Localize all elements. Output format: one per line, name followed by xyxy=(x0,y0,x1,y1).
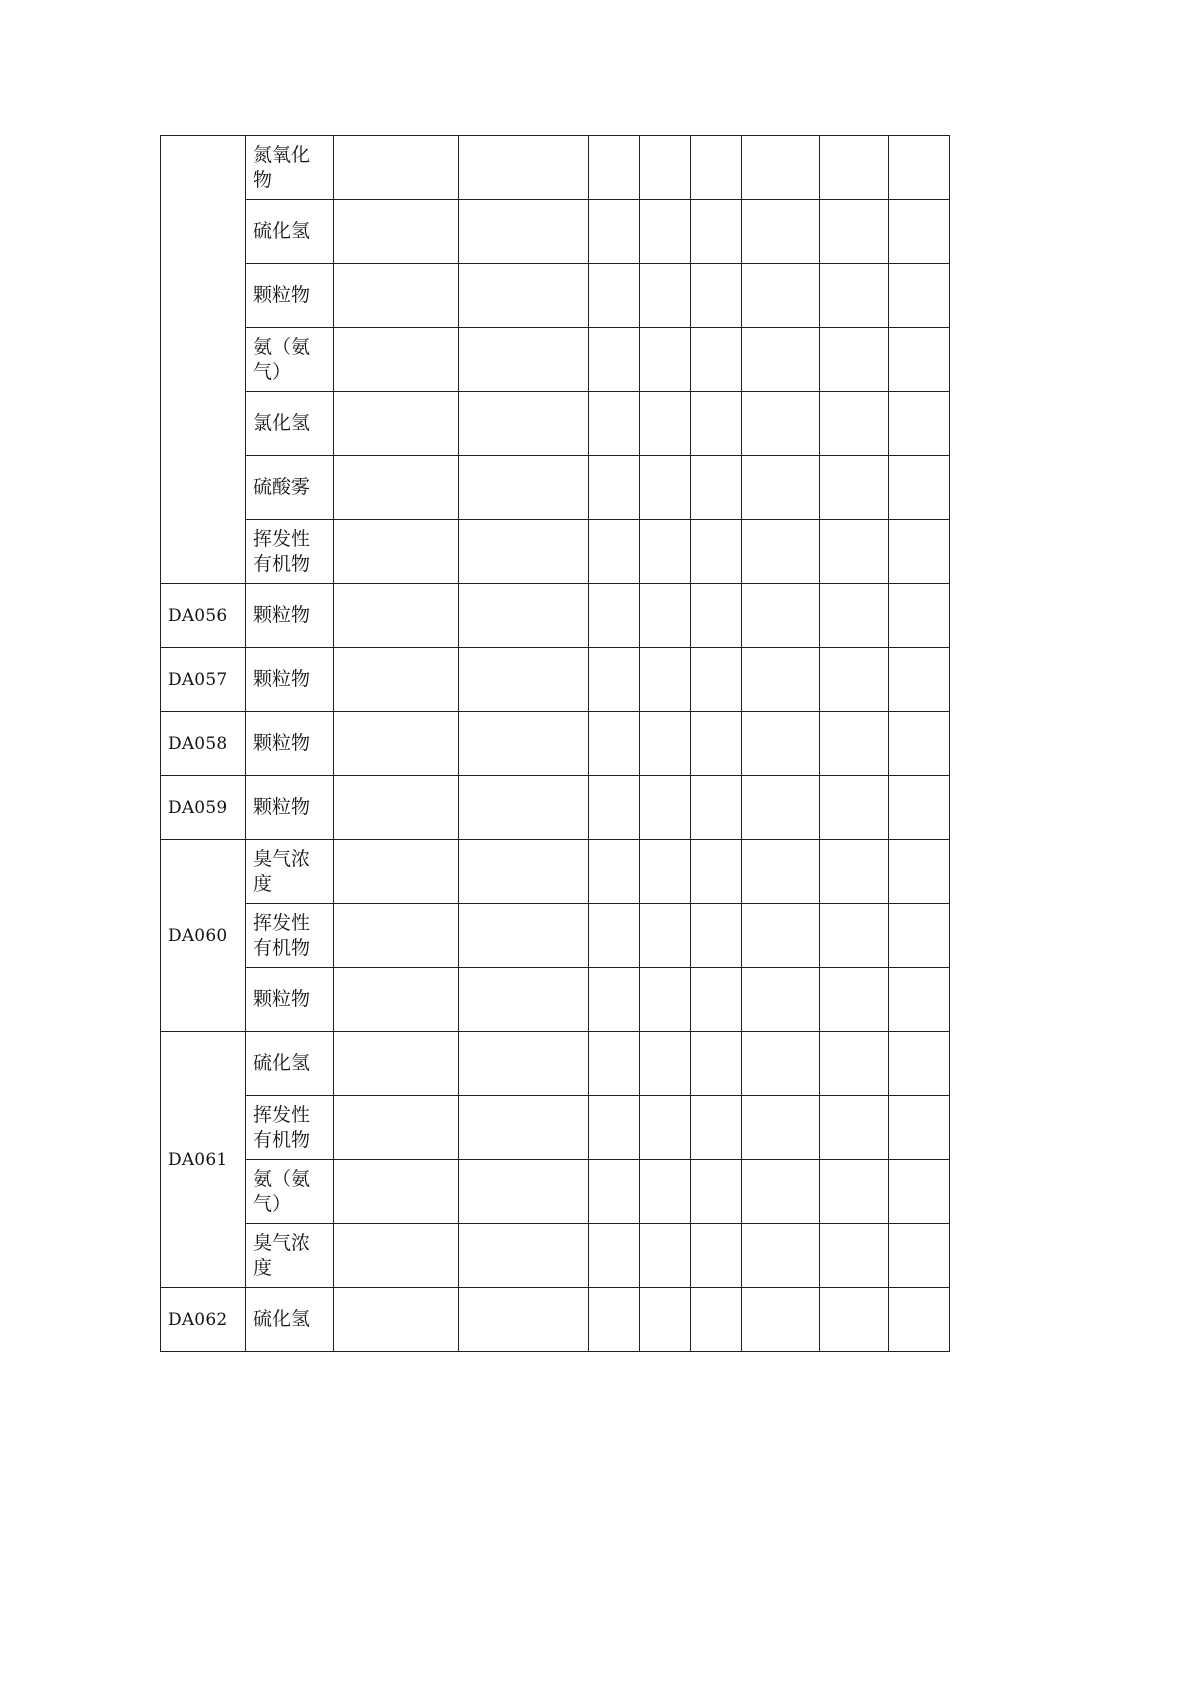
empty-value-cell xyxy=(889,328,950,392)
empty-value-cell xyxy=(589,904,640,968)
empty-value-cell xyxy=(742,1032,820,1096)
outlet-code-cell: DA059 xyxy=(161,776,246,840)
empty-value-cell xyxy=(691,1288,742,1352)
empty-value-cell xyxy=(742,264,820,328)
pollutant-cell xyxy=(246,520,334,584)
empty-value-cell xyxy=(820,456,889,520)
empty-value-cell xyxy=(889,264,950,328)
empty-value-cell xyxy=(459,1288,589,1352)
empty-value-cell xyxy=(334,264,459,328)
empty-value-cell xyxy=(889,584,950,648)
pollutant-cell xyxy=(246,648,334,712)
empty-value-cell xyxy=(889,1032,950,1096)
empty-value-cell xyxy=(742,328,820,392)
outlet-code-cell: DA062 xyxy=(161,1288,246,1352)
pollutant-cell xyxy=(246,584,334,648)
empty-value-cell xyxy=(889,904,950,968)
empty-value-cell xyxy=(334,968,459,1032)
empty-value-cell xyxy=(589,1032,640,1096)
pollutant-cell xyxy=(246,264,334,328)
empty-value-cell xyxy=(640,712,691,776)
empty-value-cell xyxy=(691,1032,742,1096)
pollutant-cell xyxy=(246,968,334,1032)
empty-value-cell xyxy=(691,904,742,968)
empty-value-cell xyxy=(589,136,640,200)
empty-value-cell xyxy=(334,776,459,840)
empty-value-cell xyxy=(459,1032,589,1096)
empty-value-cell xyxy=(820,392,889,456)
empty-value-cell xyxy=(691,1096,742,1160)
empty-value-cell xyxy=(640,776,691,840)
empty-value-cell xyxy=(589,1160,640,1224)
empty-value-cell xyxy=(820,712,889,776)
empty-value-cell xyxy=(742,200,820,264)
pollutant-cell xyxy=(246,136,334,200)
table-row xyxy=(161,520,950,584)
pollutant-name: 臭气浓度 xyxy=(253,1231,311,1279)
empty-value-cell xyxy=(459,1160,589,1224)
pollutant-cell xyxy=(246,1096,334,1160)
empty-value-cell xyxy=(742,392,820,456)
pollutant-name: 氨（氨气） xyxy=(253,335,311,383)
empty-value-cell xyxy=(640,968,691,1032)
empty-value-cell xyxy=(334,1224,459,1288)
empty-value-cell xyxy=(691,1224,742,1288)
outlet-code-cell: DA057 xyxy=(161,648,246,712)
empty-value-cell xyxy=(459,456,589,520)
pollutant-cell xyxy=(246,1224,334,1288)
empty-value-cell xyxy=(742,520,820,584)
pollutant-name: 臭气浓度 xyxy=(253,847,311,895)
empty-value-cell xyxy=(459,584,589,648)
outlet-code-cell: DA061 xyxy=(161,1032,246,1288)
empty-value-cell xyxy=(589,264,640,328)
pollutant-name: 颗粒物 xyxy=(253,604,311,626)
empty-value-cell xyxy=(691,1160,742,1224)
empty-value-cell xyxy=(889,1096,950,1160)
empty-value-cell xyxy=(640,392,691,456)
empty-value-cell xyxy=(742,904,820,968)
empty-value-cell xyxy=(589,200,640,264)
empty-value-cell xyxy=(889,1160,950,1224)
empty-value-cell xyxy=(334,840,459,904)
empty-value-cell xyxy=(459,264,589,328)
emission-monitoring-table xyxy=(160,135,950,1352)
empty-value-cell xyxy=(691,392,742,456)
empty-value-cell xyxy=(820,968,889,1032)
pollutant-cell xyxy=(246,328,334,392)
empty-value-cell xyxy=(334,1288,459,1352)
empty-value-cell xyxy=(742,136,820,200)
empty-value-cell xyxy=(334,200,459,264)
empty-value-cell xyxy=(640,136,691,200)
empty-value-cell xyxy=(334,1160,459,1224)
empty-value-cell xyxy=(459,328,589,392)
empty-value-cell xyxy=(820,136,889,200)
table-row xyxy=(161,584,950,648)
empty-value-cell xyxy=(691,648,742,712)
table-row xyxy=(161,456,950,520)
empty-value-cell xyxy=(889,776,950,840)
pollutant-name: 挥发性有机物 xyxy=(253,527,311,575)
empty-value-cell xyxy=(459,1224,589,1288)
empty-value-cell xyxy=(640,1288,691,1352)
empty-value-cell xyxy=(589,776,640,840)
empty-value-cell xyxy=(640,584,691,648)
empty-value-cell xyxy=(742,1160,820,1224)
empty-value-cell xyxy=(691,200,742,264)
empty-value-cell xyxy=(889,840,950,904)
empty-value-cell xyxy=(742,1224,820,1288)
empty-value-cell xyxy=(459,136,589,200)
pollutant-cell xyxy=(246,840,334,904)
empty-value-cell xyxy=(889,136,950,200)
empty-value-cell xyxy=(742,648,820,712)
table-body xyxy=(161,136,950,1352)
empty-value-cell xyxy=(820,1032,889,1096)
pollutant-name: 硫化氢 xyxy=(253,1308,311,1330)
table-row xyxy=(161,968,950,1032)
empty-value-cell xyxy=(640,1032,691,1096)
empty-value-cell xyxy=(889,200,950,264)
empty-value-cell xyxy=(889,456,950,520)
empty-value-cell xyxy=(640,328,691,392)
empty-value-cell xyxy=(742,840,820,904)
empty-value-cell xyxy=(459,904,589,968)
pollutant-name: 氨（氨气） xyxy=(253,1167,311,1215)
empty-value-cell xyxy=(820,200,889,264)
table-row xyxy=(161,904,950,968)
empty-value-cell xyxy=(640,840,691,904)
pollutant-name: 颗粒物 xyxy=(253,988,311,1010)
empty-value-cell xyxy=(691,968,742,1032)
empty-value-cell xyxy=(820,328,889,392)
empty-value-cell xyxy=(691,328,742,392)
empty-value-cell xyxy=(589,456,640,520)
pollutant-name: 硫化氢 xyxy=(253,220,311,242)
empty-value-cell xyxy=(640,264,691,328)
empty-value-cell xyxy=(334,584,459,648)
table-row xyxy=(161,712,950,776)
empty-value-cell xyxy=(589,1288,640,1352)
empty-value-cell xyxy=(334,904,459,968)
empty-value-cell xyxy=(334,648,459,712)
pollutant-cell xyxy=(246,1032,334,1096)
table-row xyxy=(161,1224,950,1288)
empty-value-cell xyxy=(334,1096,459,1160)
pollutant-name: 氮氧化物 xyxy=(253,143,311,191)
empty-value-cell xyxy=(640,1160,691,1224)
pollutant-cell xyxy=(246,456,334,520)
empty-value-cell xyxy=(459,1096,589,1160)
empty-value-cell xyxy=(742,1288,820,1352)
empty-value-cell xyxy=(640,520,691,584)
pollutant-cell xyxy=(246,392,334,456)
empty-value-cell xyxy=(459,200,589,264)
empty-value-cell xyxy=(589,392,640,456)
table-row xyxy=(161,840,950,904)
empty-value-cell xyxy=(640,456,691,520)
empty-value-cell xyxy=(889,648,950,712)
empty-value-cell xyxy=(589,1096,640,1160)
empty-value-cell xyxy=(691,264,742,328)
empty-value-cell xyxy=(589,968,640,1032)
empty-value-cell xyxy=(820,1288,889,1352)
empty-value-cell xyxy=(820,584,889,648)
outlet-code-cell: DA058 xyxy=(161,712,246,776)
empty-value-cell xyxy=(691,584,742,648)
pollutant-name: 颗粒物 xyxy=(253,668,311,690)
empty-value-cell xyxy=(742,776,820,840)
empty-value-cell xyxy=(334,392,459,456)
empty-value-cell xyxy=(820,1096,889,1160)
empty-value-cell xyxy=(589,840,640,904)
empty-value-cell xyxy=(820,840,889,904)
empty-value-cell xyxy=(691,520,742,584)
table-row xyxy=(161,200,950,264)
pollutant-name: 硫酸雾 xyxy=(253,476,311,498)
empty-value-cell xyxy=(889,1288,950,1352)
empty-value-cell xyxy=(334,712,459,776)
pollutant-name: 挥发性有机物 xyxy=(253,911,311,959)
pollutant-cell xyxy=(246,712,334,776)
empty-value-cell xyxy=(742,712,820,776)
empty-value-cell xyxy=(691,456,742,520)
empty-value-cell xyxy=(640,1224,691,1288)
empty-value-cell xyxy=(459,712,589,776)
empty-value-cell xyxy=(459,776,589,840)
empty-value-cell xyxy=(820,1224,889,1288)
empty-value-cell xyxy=(691,840,742,904)
empty-value-cell xyxy=(334,456,459,520)
empty-value-cell xyxy=(691,776,742,840)
empty-value-cell xyxy=(820,648,889,712)
table-row xyxy=(161,776,950,840)
empty-value-cell xyxy=(820,520,889,584)
empty-value-cell xyxy=(334,136,459,200)
empty-value-cell xyxy=(640,1096,691,1160)
empty-value-cell xyxy=(459,840,589,904)
table-row xyxy=(161,328,950,392)
table-row xyxy=(161,392,950,456)
empty-value-cell xyxy=(742,456,820,520)
table-row xyxy=(161,1288,950,1352)
outlet-code-cell xyxy=(161,136,246,584)
empty-value-cell xyxy=(820,1160,889,1224)
pollutant-name: 颗粒物 xyxy=(253,284,311,306)
table-row xyxy=(161,648,950,712)
table-row xyxy=(161,1032,950,1096)
empty-value-cell xyxy=(589,328,640,392)
empty-value-cell xyxy=(889,392,950,456)
empty-value-cell xyxy=(742,968,820,1032)
empty-value-cell xyxy=(742,584,820,648)
empty-value-cell xyxy=(334,328,459,392)
pollutant-cell xyxy=(246,776,334,840)
pollutant-cell xyxy=(246,200,334,264)
empty-value-cell xyxy=(589,520,640,584)
table-row xyxy=(161,1160,950,1224)
empty-value-cell xyxy=(691,136,742,200)
empty-value-cell xyxy=(334,1032,459,1096)
empty-value-cell xyxy=(589,584,640,648)
empty-value-cell xyxy=(459,968,589,1032)
empty-value-cell xyxy=(459,392,589,456)
empty-value-cell xyxy=(334,520,459,584)
empty-value-cell xyxy=(889,712,950,776)
empty-value-cell xyxy=(589,712,640,776)
pollutant-name: 颗粒物 xyxy=(253,732,311,754)
pollutant-cell xyxy=(246,1160,334,1224)
outlet-code-cell: DA056 xyxy=(161,584,246,648)
table-row xyxy=(161,1096,950,1160)
pollutant-cell xyxy=(246,1288,334,1352)
empty-value-cell xyxy=(820,776,889,840)
table-row xyxy=(161,264,950,328)
table-row xyxy=(161,136,950,200)
pollutant-name: 氯化氢 xyxy=(253,412,311,434)
empty-value-cell xyxy=(459,520,589,584)
empty-value-cell xyxy=(640,200,691,264)
empty-value-cell xyxy=(459,648,589,712)
pollutant-name: 颗粒物 xyxy=(253,796,311,818)
empty-value-cell xyxy=(742,1096,820,1160)
empty-value-cell xyxy=(889,1224,950,1288)
pollutant-name: 挥发性有机物 xyxy=(253,1103,311,1151)
outlet-code-cell: DA060 xyxy=(161,840,246,1032)
pollutant-name: 硫化氢 xyxy=(253,1052,311,1074)
empty-value-cell xyxy=(640,904,691,968)
empty-value-cell xyxy=(889,968,950,1032)
empty-value-cell xyxy=(820,264,889,328)
empty-value-cell xyxy=(589,648,640,712)
empty-value-cell xyxy=(589,1224,640,1288)
empty-value-cell xyxy=(640,648,691,712)
pollutant-cell xyxy=(246,904,334,968)
empty-value-cell xyxy=(820,904,889,968)
empty-value-cell xyxy=(889,520,950,584)
empty-value-cell xyxy=(691,712,742,776)
